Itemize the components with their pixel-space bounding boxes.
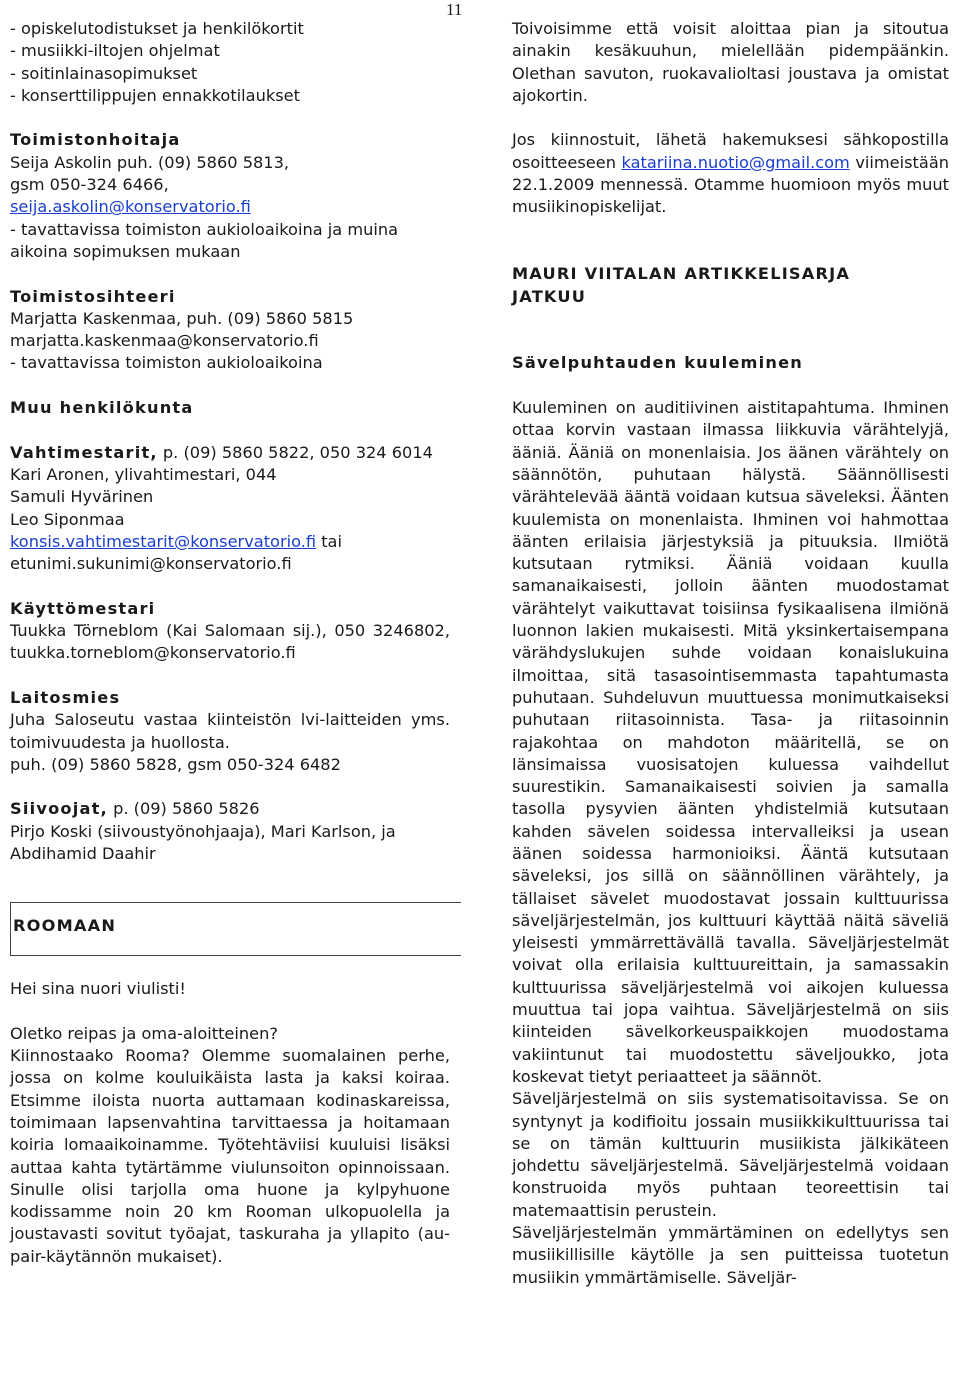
office-manager-heading: Toimistonhoitaja [10,130,181,150]
janitor-line: Samuli Hyvärinen [10,487,154,507]
maintenance-phone: puh. (09) 5860 5828, gsm 050-324 6482 [10,754,341,774]
other-staff-heading: Muu henkilökunta [10,398,194,418]
janitor-line: Kari Aronen, ylivahtimestari, 044 [10,464,277,484]
caretaker-heading: Käyttömestari [10,598,156,618]
article-paragraph: Kuuleminen on auditiivinen aistitapahtuma. Ihminen ottaa korvin vastaan ilmassa liikkuvia värähtelyjä, ääniä. Ääniä on monenlaisia. Jos äänen värähtely on säännötön, puhutaan hälystä. Säännöllisesti värähtelevää ääntä voidaan kutsua säveleksi. Äänten kuulemista on monenlaista. Ihminen voi hahmottaa äänten erilaisia järjestyksiä ja pituuksia. Ilmiötä kutsutaan rytmiksi. Ääniä voidaan kuulla samanaikaisesti, jolloin äänten muodostamat värähtelyt vaikuttavat toisiinsa fysikaalisena ilmiönä luonnon lakien mukaisesti. Mitä yksinkertaisempana värähdyslukujen suhde voidaan konaislukuina ilmoittaa, sitä tasasointisemmasta tapahtumasta puhutaan. Suhdeluvun muuttuessa monimutkaiseksi puhutaan riitasoinnista. Tasa- ja riitasoinnin rajakohtaa on mahdoton määritellä, se on länsimaissa vuosisatojen kuluessa vaihdellut suurestikin. Samanaikaisesti soivien ja samalla tasolla pysyvien äänten yhdistelmiä kutsutaan kahden sävelen soidessa intervalleiksi ja usean äänen soidessa harmonioiksi. Ääntä kutsutaan säveleksi, jos sillä on säännöllinen värähtely, ja tällaiset sävelet muodostavat jossain kulttuurissa säveljärjestelmän, jos kulttuuri käyttää näitä säveliä yleisesti ymmärrettävällä tavalla. Säveljärjestelmät voivat olla erilaisia kulttuureittain, ja samassakin kulttuurissa säveljärjestelmä voi aikojen kuluessa muuttua tai jopa vaihtua. Säveljärjestelmä on siis kiinteiden sävelkorkeuspaikkojen muodostama vakiintunut tai muodostettu säveljoukko, jota koskevat tietyt periaatteet ja säännöt. [512,398,949,1086]
ad-body: Kiinnostaako Rooma? Olemme suomalainen perhe, jossa on kolme kouluikäista lasta ja kaksi koiraa. Etsimme iloista nuorta auttamaan kodinaskareissa, toimimaan lapsenvahtina tarvittaessa ja hoitamaan koiria lomaaikoinamme. Työtehtäviisi kuuluisi lisäksi auttaa kahta tytärtämme viulunsoiton opinnoissaan. Sinulle olisi tarjolla oma huone ja kylpyhuone kodissamme noin 20 km Rooman ulkopuolella ja joustavasti sovitut työajat, taskuraha ja yllapito (au-pair-käytännön mukaiset). [10,1046,450,1266]
article-subheading: Sävelpuhtauden kuuleminen [512,353,803,373]
janitors-heading: Vahtimestarit, [10,442,158,462]
maintenance-text: Juha Saloseutu vastaa kiinteistön lvi-laitteiden yms. toimivuudesta ja huollosta. [10,710,450,752]
office-manager-line: Seija Askolin puh. (09) 5860 5813, [10,152,290,172]
right-column [512,18,949,1289]
janitors-phone-line [10,442,450,464]
section-box [10,902,461,956]
cleaners-text: Pirjo Koski (siivoustyönohjaaja), Mari Karlson, ja Abdihamid Daahir [10,821,396,863]
cleaners-phone: p. (09) 5860 5826 [107,799,260,819]
office-manager-email-link[interactable]: seija.askolin@konservatorio.fi [10,197,251,217]
janitors-email-suffix: tai [316,531,342,551]
apply-email-link[interactable]: katariina.nuotio@gmail.com [621,152,850,172]
page-number: 11 [446,0,463,19]
left-column [10,18,450,1268]
janitor-line: Leo Siponmaa [10,509,125,529]
article-paragraph: Säveljärjestelmän ymmärtäminen on edellytys sen musiikillisille käytölle ja sen puitteissa tuotetun musiikin ymmärtämiselle. Säveljär- [512,1223,949,1287]
list-item: - konserttilippujen ennakkotilaukset [10,85,300,105]
article-paragraph: Säveljärjestelmä on siis systematisoitavissa. Se on syntynyt ja kodifioitu jossain musiikkikulttuurissa tai se on tämän kulttuurin musiikista jälkikäteen johdettu säveljärjestelmä. Säveljärjestelmä voidaan konstruoida myös puhtaan teoreettisin tai matemaattisin perustein. [512,1089,949,1220]
cleaners-phone-line [10,798,450,820]
list-item: - opiskelutodistukset ja henkilökortit [10,19,304,38]
maintenance-heading: Laitosmies [10,687,121,707]
janitors-phone: p. (09) 5860 5822, 050 324 6014 [157,442,433,462]
office-manager-line: gsm 050-324 6466, [10,175,169,195]
list-item: - soitinlainasopimukset [10,63,198,83]
cleaners-heading: Siivoojat, [10,799,108,819]
series-heading: JATKUU [512,286,587,306]
list-item: - musiikki-iltojen ohjelmat [10,41,220,61]
janitor-line: etunimi.sukunimi@konservatorio.fi [10,554,292,574]
office-manager-note: - tavattavissa toimiston aukioloaikoina ja muina aikoina sopimuksen mukaan [10,219,399,261]
apply-suffix: viimeistään 22.1.2009 mennessä. Otamme huomioon myös muut musiikinopiskelijat. [512,152,950,217]
secretary-note: - tavattavissa toimiston aukioloaikoina [10,353,323,373]
apply-paragraph [512,129,949,218]
ad-greeting: Hei sina nuori viulisti! [10,979,186,999]
secretary-email: marjatta.kaskenmaa@konservatorio.fi [10,331,319,351]
apply-prefix: Jos kiinnostuit, lähetä hakemuksesi sähkopostilla osoitteeseen [512,130,949,172]
ad-continued: Toivoisimme että voisit aloittaa pian ja sitoutua ainakin kesäkuuhun, mielellään pidempäänkin. Olethan savuton, ruokavalioltasi joustava ja omistat ajokortin. [512,19,949,105]
box-heading: ROOMAAN [13,915,117,935]
secretary-heading: Toimistosihteeri [10,286,176,306]
secretary-line: Marjatta Kaskenmaa, puh. (09) 5860 5815 [10,308,354,328]
caretaker-text: Tuukka Törneblom (Kai Salomaan sij.), 050 3246802, tuukka.torneblom@konservatorio.fi [10,621,450,663]
series-heading: MAURI VIITALAN ARTIKKELISARJA [512,264,851,284]
ad-question: Oletko reipas ja oma-aloitteinen? [10,1023,278,1043]
janitors-email-link[interactable]: konsis.vahtimestarit@konservatorio.fi [10,531,317,551]
